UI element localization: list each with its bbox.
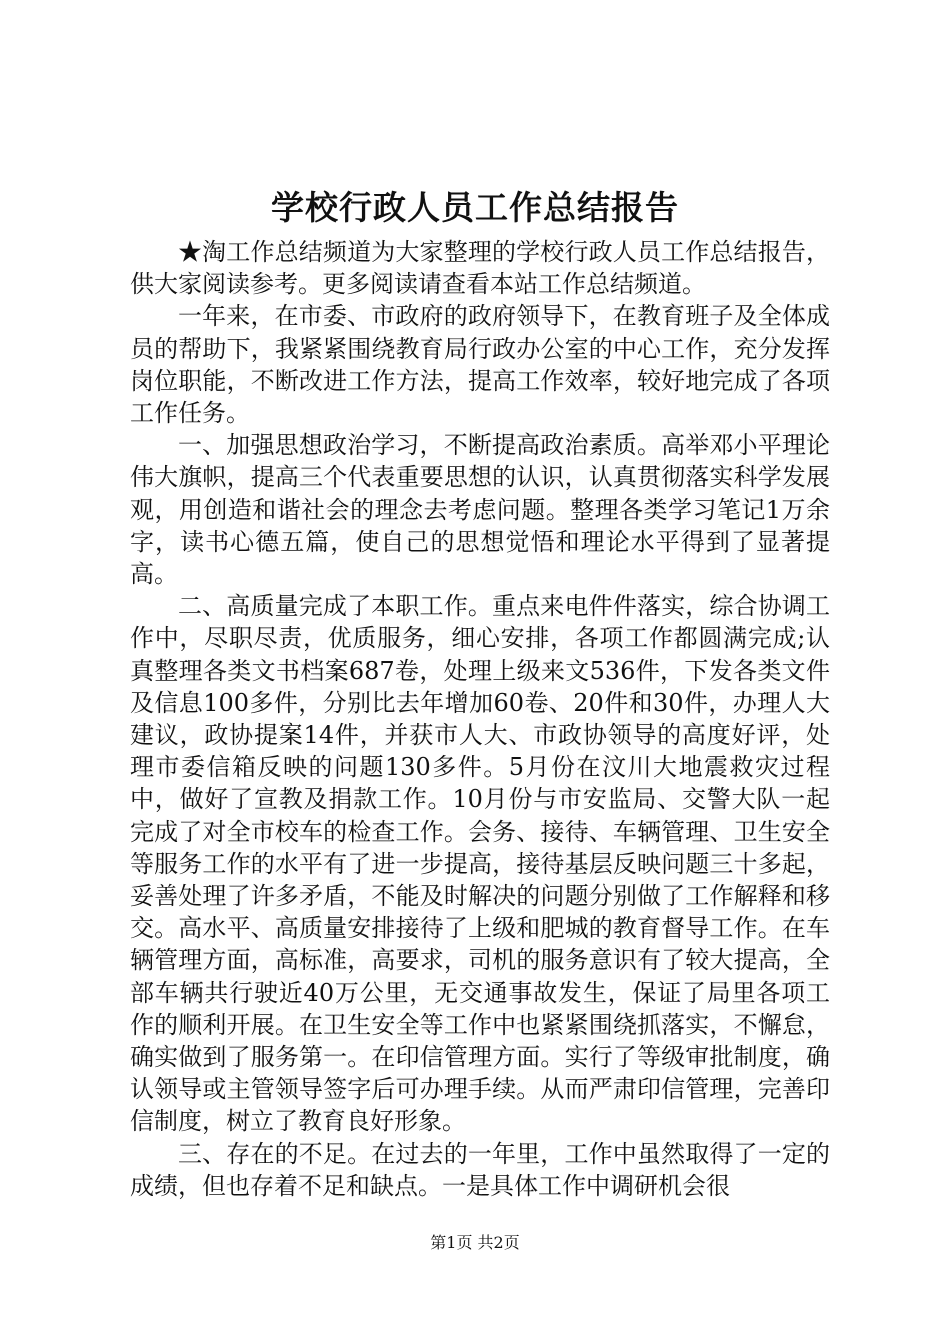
paragraph-intro: ★淘工作总结频道为大家整理的学校行政人员工作总结报告，供大家阅读参考。更多阅读请查看本站工作总结频道。 [130, 238, 830, 299]
document-body [130, 236, 830, 1202]
paragraph-duties: 二、高质量完成了本职工作。重点来电件件落实，综合协调工作中，尽职尽责，优质服务，细心安排，各项工作都圆满完成;认真整理各类文书档案687卷，处理上级来文536件，下发各类文件及信息100多件，分别比去年增加60卷、20件和30件，办理人大建议，政协提案14件，并获市人大、市政协领导的高度好评，处理市委信箱反映的问题130多件。5月份在汶川大地震救灾过程中，做好了宣教及捐款工作。10月份与市安监局、交警大队一起完成了对全市校车的检查工作。会务、接待、车辆管理、卫生安全等服务工作的水平有了进一步提高，接待基层反映问题三十多起，妥善处理了许多矛盾，不能及时解决的问题分别做了工作解释和移交。高水平、高质量安排接待了上级和肥城的教育督导工作。在车辆管理方面，高标准，高要求，司机的服务意识有了较大提高，全部车辆共行驶近40万公里，无交通事故发生，保证了局里各项工作的顺利开展。在卫生安全等工作中也紧紧围绕抓落实，不懈怠，确实做到了服务第一。在印信管理方面。实行了等级审批制度，确认领导或主管领导签字后可办理手续。从而严肃印信管理，完善印信制度，树立了教育良好形象。 [130, 592, 830, 1136]
page-number-footer: 第1页 共2页 [430, 1233, 520, 1252]
document-title: 学校行政人员工作总结报告 [271, 188, 679, 227]
paragraph-overview: 一年来，在市委、市政府的政府领导下，在教育班子及全体成员的帮助下，我紧紧围绕教育局行政办公室的中心工作，充分发挥岗位职能，不断改进工作方法，提高工作效率，较好地完成了各项工作任务。 [130, 302, 830, 428]
paragraph-shortcomings: 三、存在的不足。在过去的一年里，工作中虽然取得了一定的成绩，但也存着不足和缺点。一是具体工作中调研机会很 [130, 1139, 830, 1200]
paragraph-political-study: 一、加强思想政治学习，不断提高政治素质。高举邓小平理论伟大旗帜，提高三个代表重要思想的认识，认真贯彻落实科学发展观，用创造和谐社会的理念去考虑问题。整理各类学习笔记1万余字，读书心德五篇，使自己的思想觉悟和理论水平得到了显著提高。 [130, 431, 830, 589]
